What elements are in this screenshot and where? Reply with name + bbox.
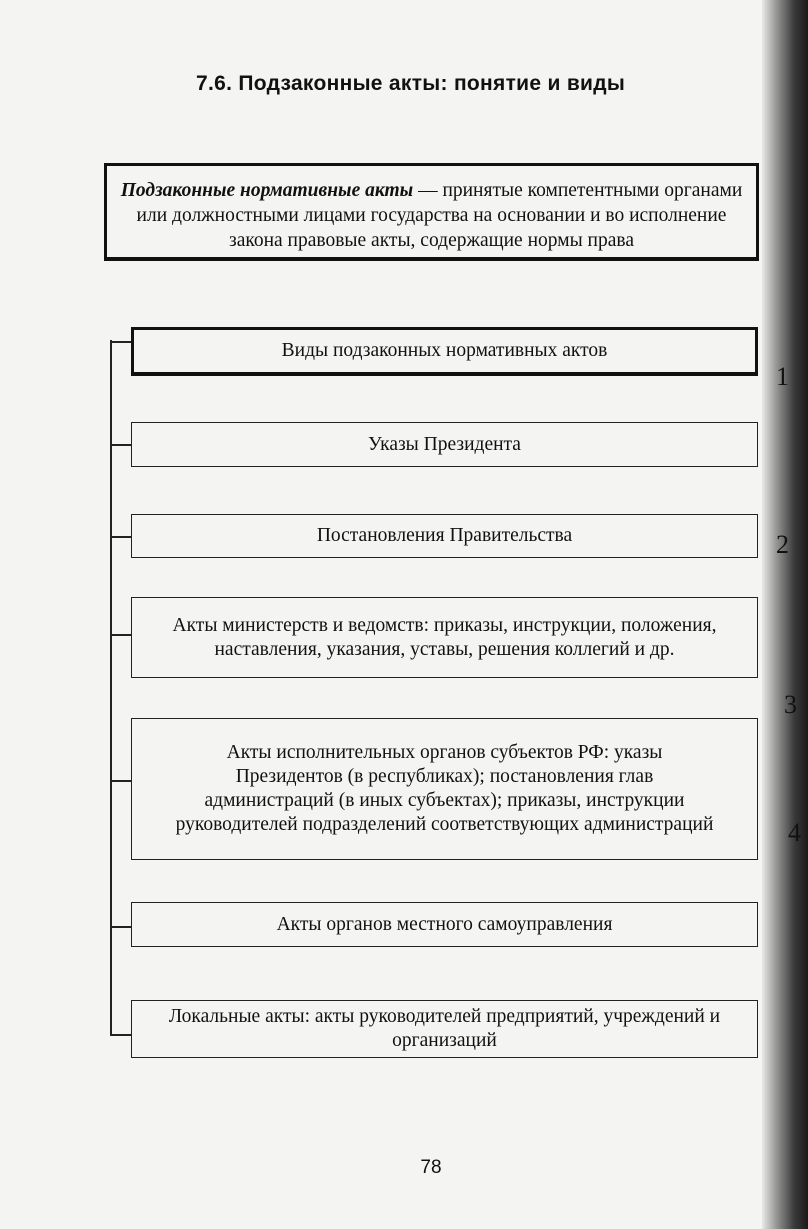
type-box: [131, 902, 758, 947]
connector-tick-4: [110, 780, 132, 782]
margin-mark-2: 2: [776, 530, 789, 559]
connector-tick-6: [110, 1034, 132, 1036]
margin-mark-1: 1: [776, 362, 789, 391]
type-text: Постановления Правительства: [316, 525, 573, 546]
definition-box: [104, 163, 759, 261]
definition-text: — принятые компетентными органами или должностными лицами государства на основании и во исполнение закона правовые акты, содержащие нормы права: [136, 180, 743, 251]
type-box: [131, 597, 758, 678]
type-text: Акты органов местного самоуправления: [276, 913, 613, 935]
connector-tick-2: [110, 536, 132, 538]
type-box: [131, 718, 758, 860]
type-text: Акты исполнительных органов субъектов РФ: указы Президентов (в республиках); постановления глав администраций (в иных субъектах); приказы, инструкции руководителей подразделений соответствующих администраций: [175, 742, 714, 835]
connector-tick-1: [110, 444, 132, 446]
definition-term: Подзаконные нормативные акты: [120, 180, 414, 201]
types-heading-box: [131, 327, 758, 376]
connector-tick-3: [110, 634, 132, 636]
page-title: 7.6. Подзаконные акты: понятие и виды: [196, 72, 626, 95]
margin-mark-3: 3: [784, 690, 797, 719]
page-binding-edge: [762, 0, 808, 1229]
type-box: [131, 1000, 758, 1058]
connector-tick-heading: [110, 341, 132, 343]
types-heading: Виды подзаконных нормативных актов: [281, 340, 608, 361]
type-box: [131, 514, 758, 558]
type-box: [131, 422, 758, 467]
type-text: Акты министерств и ведомств: приказы, инструкции, положения, наставления, указания, уставы, решения коллегий и др.: [172, 614, 717, 660]
connector-tick-5: [110, 926, 132, 928]
page-number: 78: [420, 1157, 442, 1178]
type-text: Локальные акты: акты руководителей предприятий, учреждений и организаций: [168, 1006, 721, 1051]
margin-mark-4: 4: [788, 818, 801, 847]
type-text: Указы Президента: [368, 433, 521, 455]
